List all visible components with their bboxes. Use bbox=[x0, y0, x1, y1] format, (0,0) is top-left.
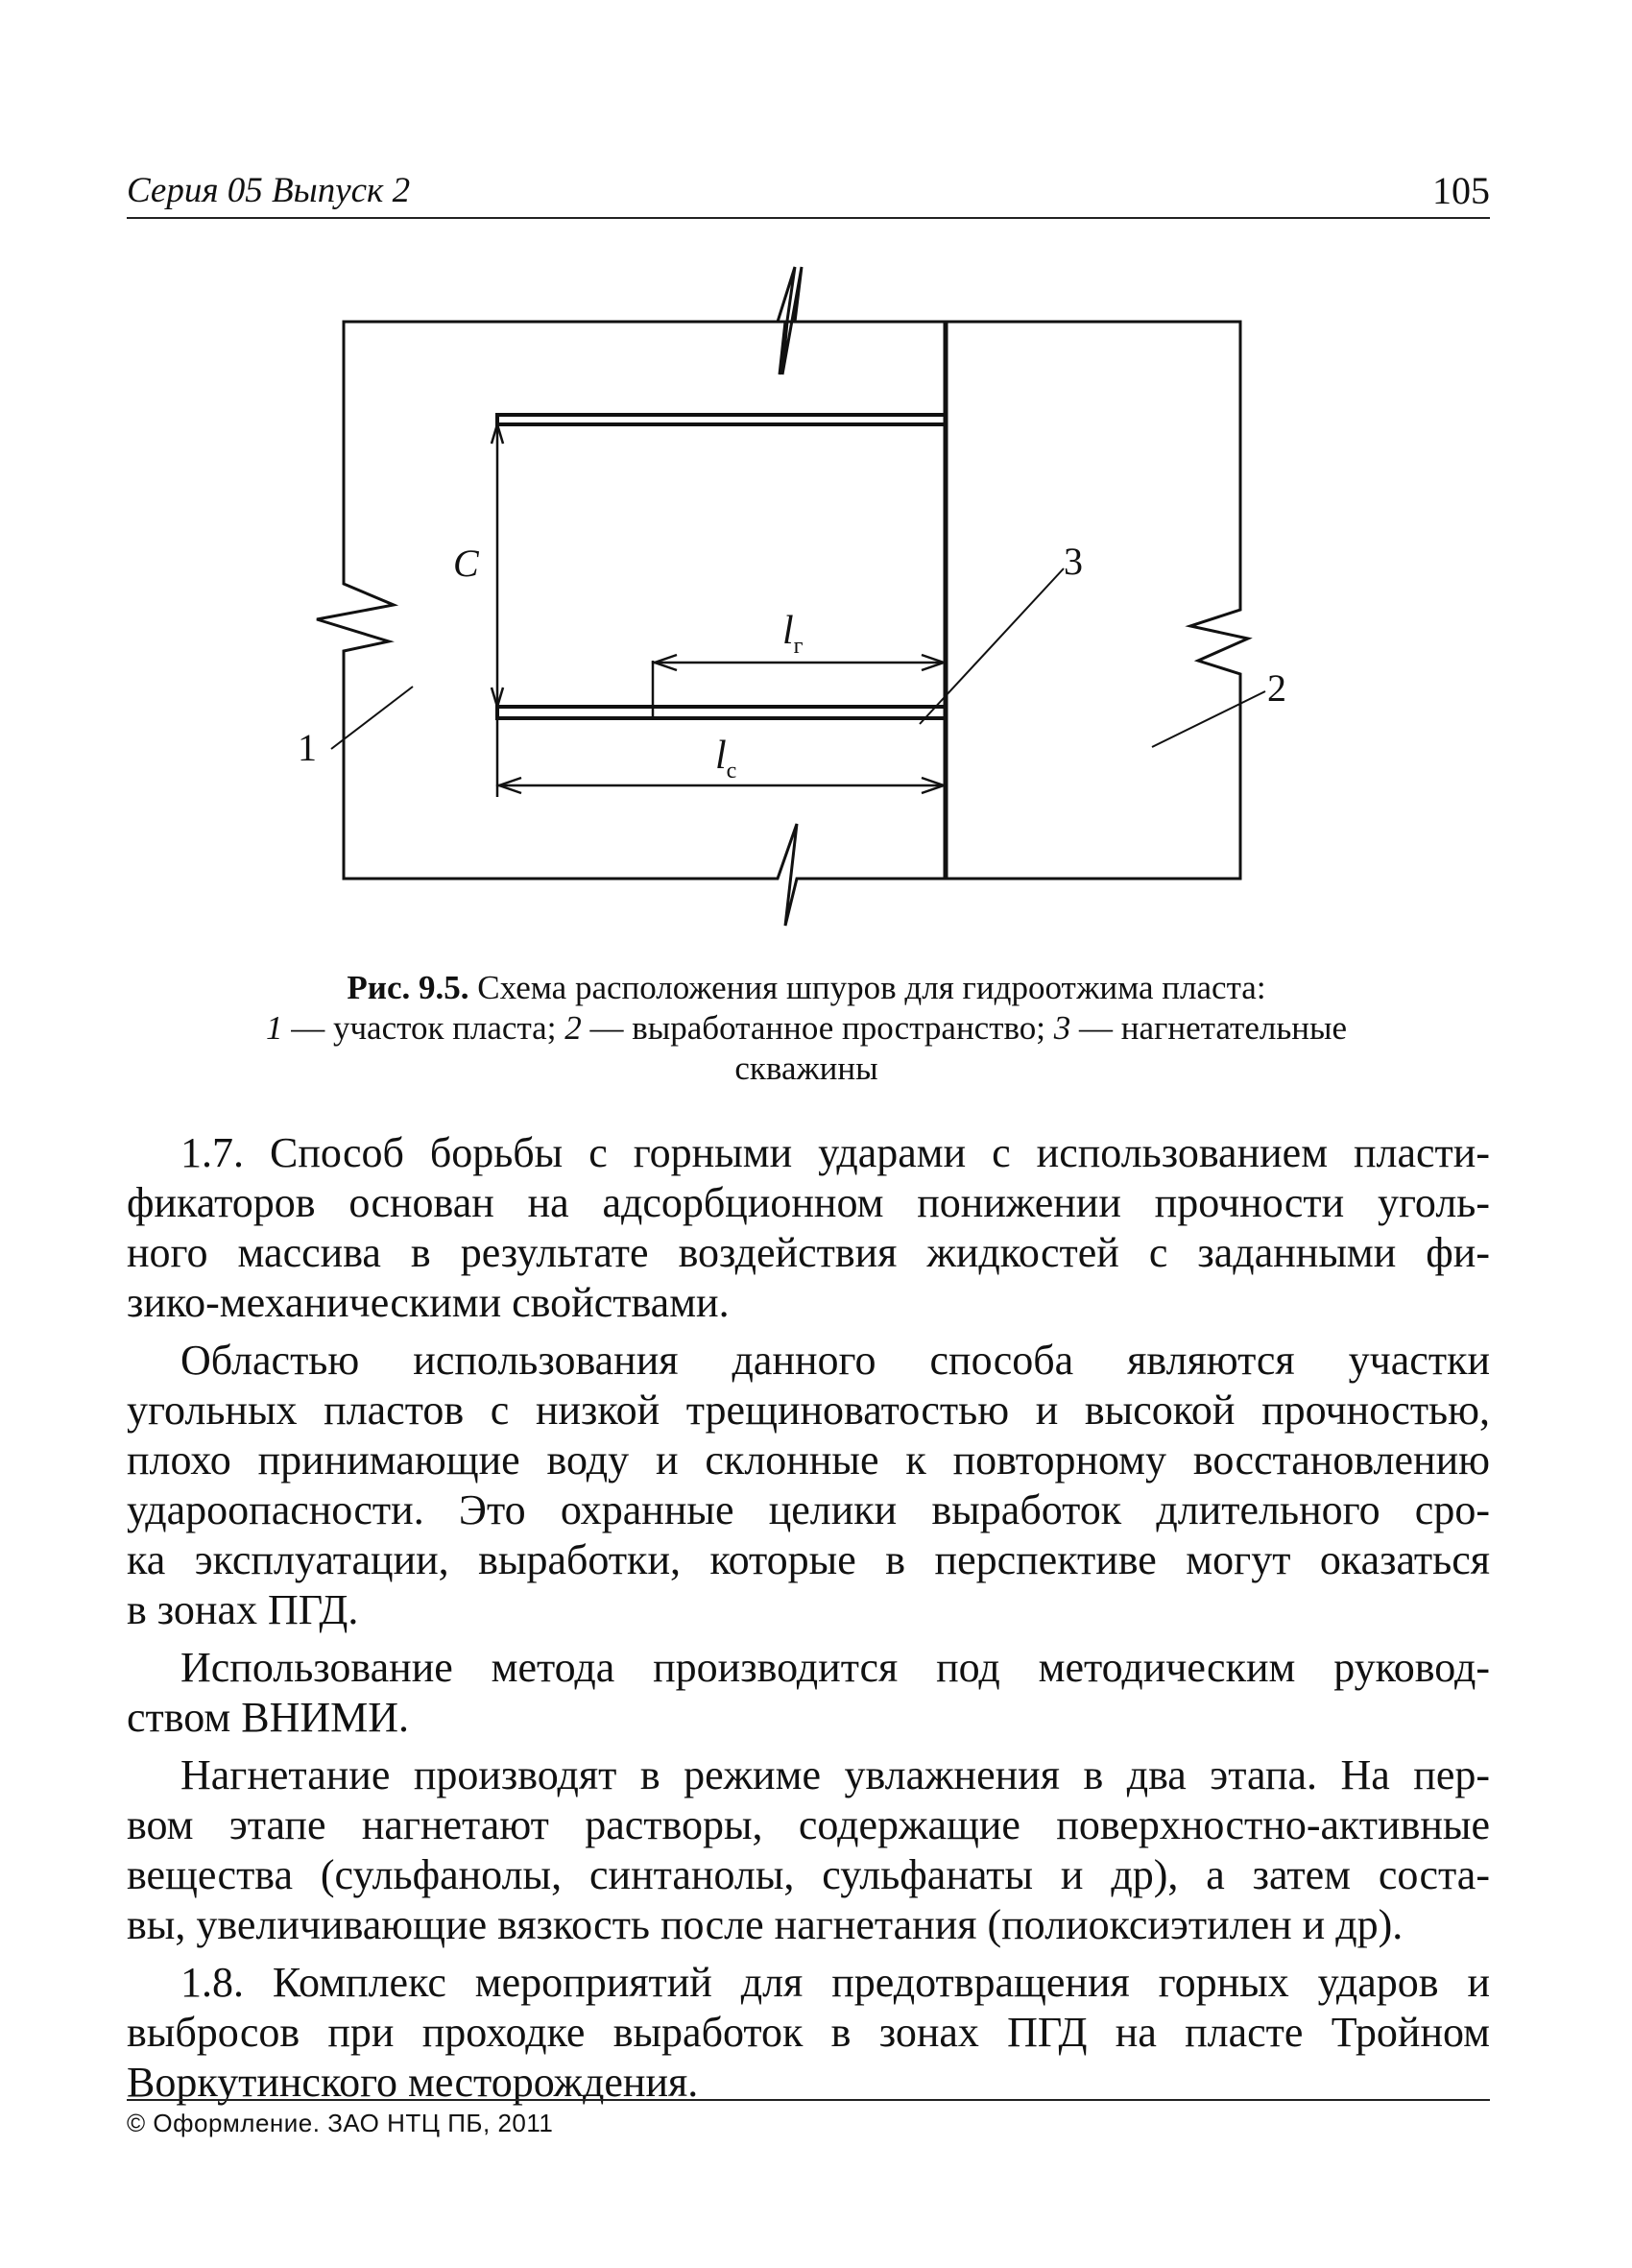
page-number: 105 bbox=[1432, 169, 1490, 212]
label-c: C bbox=[453, 542, 479, 585]
paragraph bbox=[127, 1128, 1490, 1328]
leader-2 bbox=[1152, 691, 1265, 747]
paragraph-line: Использование метода производится под методическим руковод- bbox=[180, 1644, 1490, 1691]
label-3: 3 bbox=[1064, 540, 1083, 583]
legend-2-text: — выработанное пространство; bbox=[581, 1009, 1054, 1047]
caption-number: Рис. 9.5. bbox=[347, 969, 469, 1006]
paragraph-line: Воркутинского месторождения. bbox=[127, 2059, 699, 2106]
paragraph-line: ного массива в результате воздействия жидкостей с заданными фи- bbox=[127, 1229, 1490, 1276]
paragraph-line: в зонах ПГД. bbox=[127, 1586, 359, 1633]
leader-3 bbox=[920, 568, 1064, 724]
paragraph-line: ством ВНИМИ. bbox=[127, 1694, 410, 1741]
paragraph-line: фикаторов основан на адсорбционном понижении прочности уголь- bbox=[127, 1179, 1490, 1226]
paragraph-line: выбросов при проходке выработок в зонах ПГД на пласте Тройном bbox=[127, 2009, 1490, 2056]
legend-last: скважины bbox=[734, 1050, 878, 1087]
label-lc-sub: с bbox=[726, 759, 737, 784]
paragraph-line: Нагнетание производят в режиме увлажнения в два этапа. На пер- bbox=[180, 1751, 1490, 1798]
legend-3-text: — нагнетательные bbox=[1070, 1009, 1348, 1047]
legend-1-text: — участок пласта; bbox=[282, 1009, 565, 1047]
legend-1-num: 1 bbox=[265, 1009, 283, 1047]
paragraph bbox=[127, 1336, 1490, 1635]
page-header bbox=[127, 163, 1490, 219]
label-2: 2 bbox=[1267, 666, 1286, 710]
svg-text:lг bbox=[782, 609, 804, 659]
paragraph bbox=[127, 1750, 1490, 1950]
paragraph bbox=[127, 1958, 1490, 2108]
label-lc: l bbox=[715, 734, 727, 778]
paragraph-line: плохо принимающие воду и склонные к повторному восстановлению bbox=[127, 1436, 1490, 1484]
legend-3-num: 3 bbox=[1053, 1009, 1071, 1047]
legend-2-num: 2 bbox=[564, 1009, 582, 1047]
footer-copyright: © Оформление. ЗАО НТЦ ПБ, 2011 bbox=[127, 2109, 554, 2137]
paragraph-line: зико-механическими свойствами. bbox=[127, 1279, 730, 1326]
paragraph-line: вещества (сульфанолы, синтанолы, сульфанаты и др), а затем соста- bbox=[127, 1851, 1490, 1898]
label-lg: l bbox=[782, 609, 794, 653]
paragraph-line: 1.7. Способ борьбы с горными ударами с использованием пласти- bbox=[180, 1129, 1490, 1176]
paragraph-line: ка эксплуатации, выработки, которые в перспективе могут оказаться bbox=[127, 1536, 1490, 1583]
footer-rule bbox=[127, 2099, 1490, 2101]
label-1: 1 bbox=[298, 726, 317, 769]
series-title: Серия 05 Выпуск 2 bbox=[127, 171, 411, 210]
schematic-diagram bbox=[278, 259, 1373, 951]
figure-caption bbox=[125, 968, 1488, 1089]
svg-text:lс bbox=[715, 734, 736, 784]
paragraph-line: вы, увеличивающие вязкость после нагнетания (полиоксиэтилен и др). bbox=[127, 1901, 1404, 1948]
label-lg-sub: г bbox=[793, 634, 804, 659]
paragraph bbox=[127, 1643, 1490, 1743]
paragraph-line: Областью использования данного способа являются участки bbox=[180, 1337, 1490, 1384]
paragraph-line: угольных пластов с низкой трещиноватостью и высокой прочностью, bbox=[127, 1387, 1490, 1434]
outer-boundary bbox=[317, 267, 1248, 926]
paragraph-line: вом этапе нагнетают растворы, содержащие поверхностно-активные bbox=[127, 1801, 1490, 1848]
paragraph-line: 1.8. Комплекс мероприятий для предотвращения горных ударов и bbox=[180, 1959, 1490, 2006]
body-text bbox=[127, 1128, 1490, 2115]
caption-title: Схема расположения шпуров для гидроотжима пласта: bbox=[468, 969, 1266, 1006]
paragraph-line: удароопасности. Это охранные целики выработок длительного сро- bbox=[127, 1486, 1490, 1533]
figure-9-5 bbox=[278, 259, 1373, 951]
